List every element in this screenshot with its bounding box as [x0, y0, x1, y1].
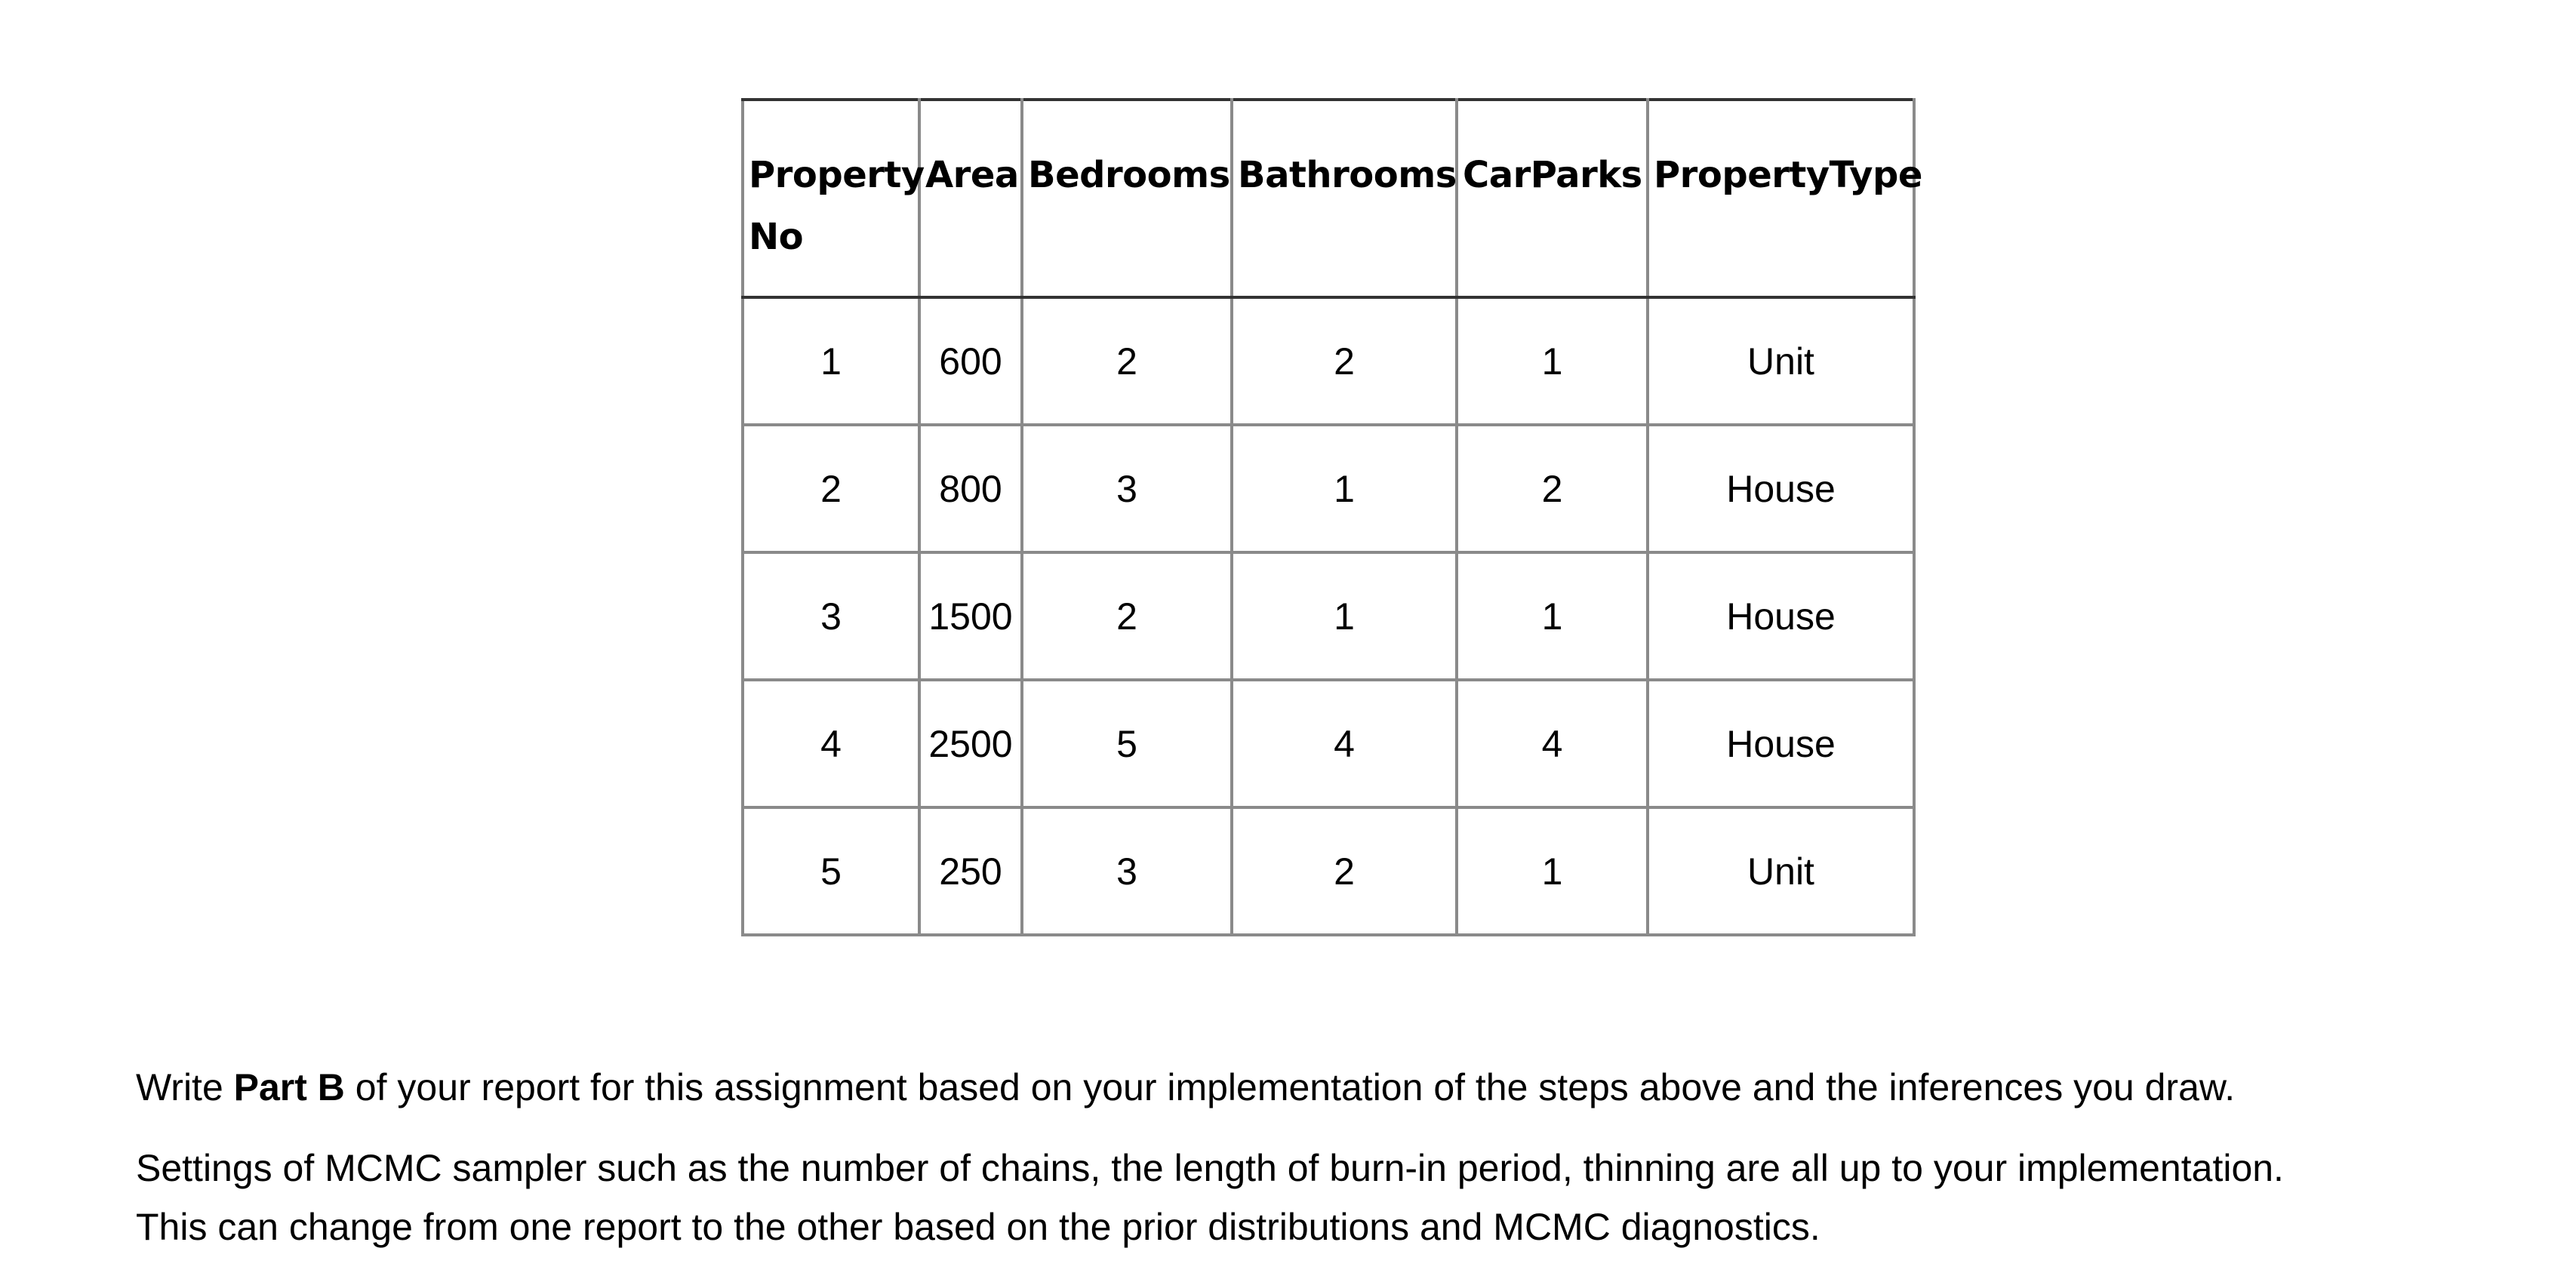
header-area: Area: [919, 100, 1022, 297]
cell-carparks: 4: [1457, 680, 1648, 807]
cell-carparks: 1: [1457, 297, 1648, 425]
cell-carparks: 2: [1457, 425, 1648, 552]
cell-property-no: 1: [743, 297, 919, 425]
cell-carparks: 1: [1457, 552, 1648, 680]
header-property-no: Property No: [743, 100, 919, 297]
table-row: [743, 552, 1914, 680]
part-b-bold-label: Part B: [233, 1066, 345, 1108]
mcmc-settings-note: [136, 1139, 2284, 1256]
cell-property-no: 2: [743, 425, 919, 552]
cell-area: 250: [919, 807, 1022, 935]
part-b-prefix: Write: [136, 1066, 234, 1108]
cell-property-no: 3: [743, 552, 919, 680]
header-carparks: CarParks: [1457, 100, 1648, 297]
table-row: [743, 680, 1914, 807]
property-table: [741, 98, 1922, 936]
cell-bedrooms: 2: [1022, 297, 1232, 425]
cell-area: 800: [919, 425, 1022, 552]
cell-property-type: Unit: [1648, 297, 1914, 425]
cell-bathrooms: 2: [1232, 807, 1457, 935]
cell-property-type: House: [1648, 552, 1914, 680]
header-row: [743, 100, 1914, 297]
cell-area: 2500: [919, 680, 1022, 807]
cell-bathrooms: 1: [1232, 552, 1457, 680]
table-header: [743, 100, 1922, 297]
cell-carparks: 1: [1457, 807, 1648, 935]
cell-area: 1500: [919, 552, 1022, 680]
mcmc-settings-line-1: Settings of MCMC sampler such as the number of chains, the length of burn-in period, thinning are all up to your implementation.: [136, 1147, 2284, 1189]
cell-bathrooms: 4: [1232, 680, 1457, 807]
cell-property-type: House: [1648, 425, 1914, 552]
cell-bathrooms: 1: [1232, 425, 1457, 552]
cell-property-type: Unit: [1648, 807, 1914, 935]
property-table-container: [741, 98, 1922, 936]
cell-bedrooms: 3: [1022, 807, 1232, 935]
cell-area: 600: [919, 297, 1022, 425]
header-bathrooms: Bathrooms: [1232, 100, 1457, 297]
cell-bathrooms: 2: [1232, 297, 1457, 425]
cell-bedrooms: 2: [1022, 552, 1232, 680]
cell-property-no: 5: [743, 807, 919, 935]
table-row: [743, 807, 1914, 935]
header-bedrooms: Bedrooms: [1022, 100, 1232, 297]
cell-bedrooms: 5: [1022, 680, 1232, 807]
header-property-type: PropertyType: [1648, 100, 1914, 297]
cell-property-type: House: [1648, 680, 1914, 807]
table-row: [743, 297, 1914, 425]
mcmc-settings-line-2: This can change from one report to the other based on the prior distributions and MCMC diagnostics.: [136, 1206, 1820, 1248]
cell-bedrooms: 3: [1022, 425, 1232, 552]
part-b-instruction: [136, 1058, 2235, 1117]
table-row: [743, 425, 1914, 552]
part-b-suffix: of your report for this assignment based on your implementation of the steps above and the inferences you draw.: [344, 1066, 2236, 1108]
cell-property-no: 4: [743, 680, 919, 807]
table-body: [743, 297, 1914, 935]
